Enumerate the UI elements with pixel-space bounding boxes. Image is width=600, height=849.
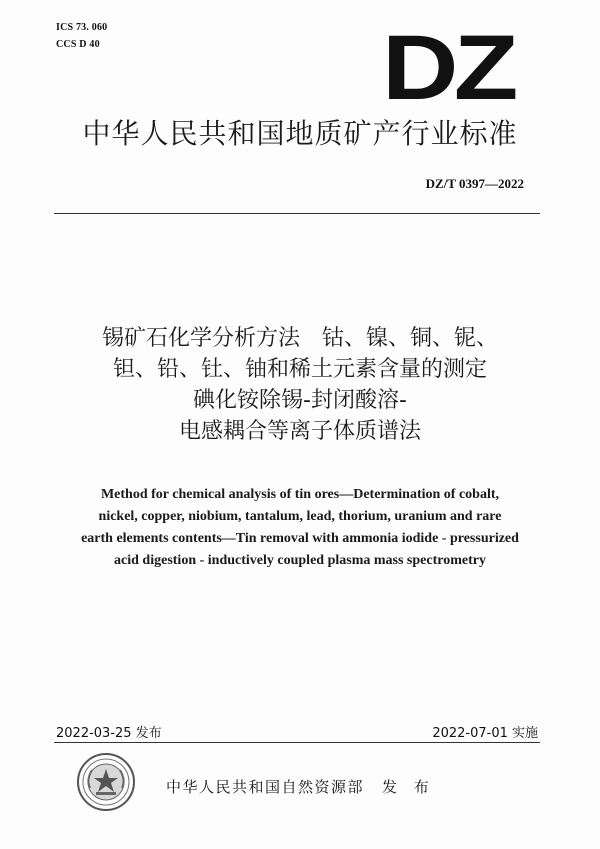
english-title-line-4: acid digestion - inductively coupled plasma mass spectrometry: [114, 553, 486, 568]
english-title-line-2: nickel, copper, niobium, tantalum, lead, thorium, uranium and rare: [98, 509, 502, 524]
national-emblem-seal-icon: [76, 752, 136, 812]
bottom-divider: [54, 742, 540, 743]
ics-code: ICS 73. 060: [56, 22, 108, 33]
english-title-line-3: earth elements contents—Tin removal with ammonia iodide - pressurized: [81, 531, 519, 546]
chinese-title-line-2: 钽、铅、钍、铀和稀土元素含量的测定: [112, 357, 487, 382]
dz-logo: DZ: [382, 17, 514, 119]
standard-number: DZ/T 0397—2022: [425, 176, 524, 191]
standard-category-title: 中华人民共和国地质矿产行业标准: [82, 117, 518, 150]
issue-action: 发 布: [382, 778, 435, 796]
top-divider: [54, 213, 540, 214]
english-title-line-1: Method for chemical analysis of tin ores—Determination of cobalt,: [100, 487, 500, 502]
chinese-title-line-3: 碘化铵除锡-封闭酸溶-: [193, 388, 407, 413]
english-title: [0, 484, 600, 572]
chinese-title-line-1: 锡矿石化学分析方法 钴、镍、铜、铌、: [101, 326, 498, 351]
issue-date: 2022-03-25 发布: [56, 726, 162, 741]
chinese-title-line-4: 电感耦合等离子体质谱法: [178, 419, 421, 444]
ccs-code: CCS D 40: [56, 39, 100, 50]
chinese-title: [0, 323, 600, 447]
implementation-date: 2022-07-01 实施: [432, 726, 538, 741]
issuing-authority: 中华人民共和国自然资源部: [166, 778, 365, 796]
